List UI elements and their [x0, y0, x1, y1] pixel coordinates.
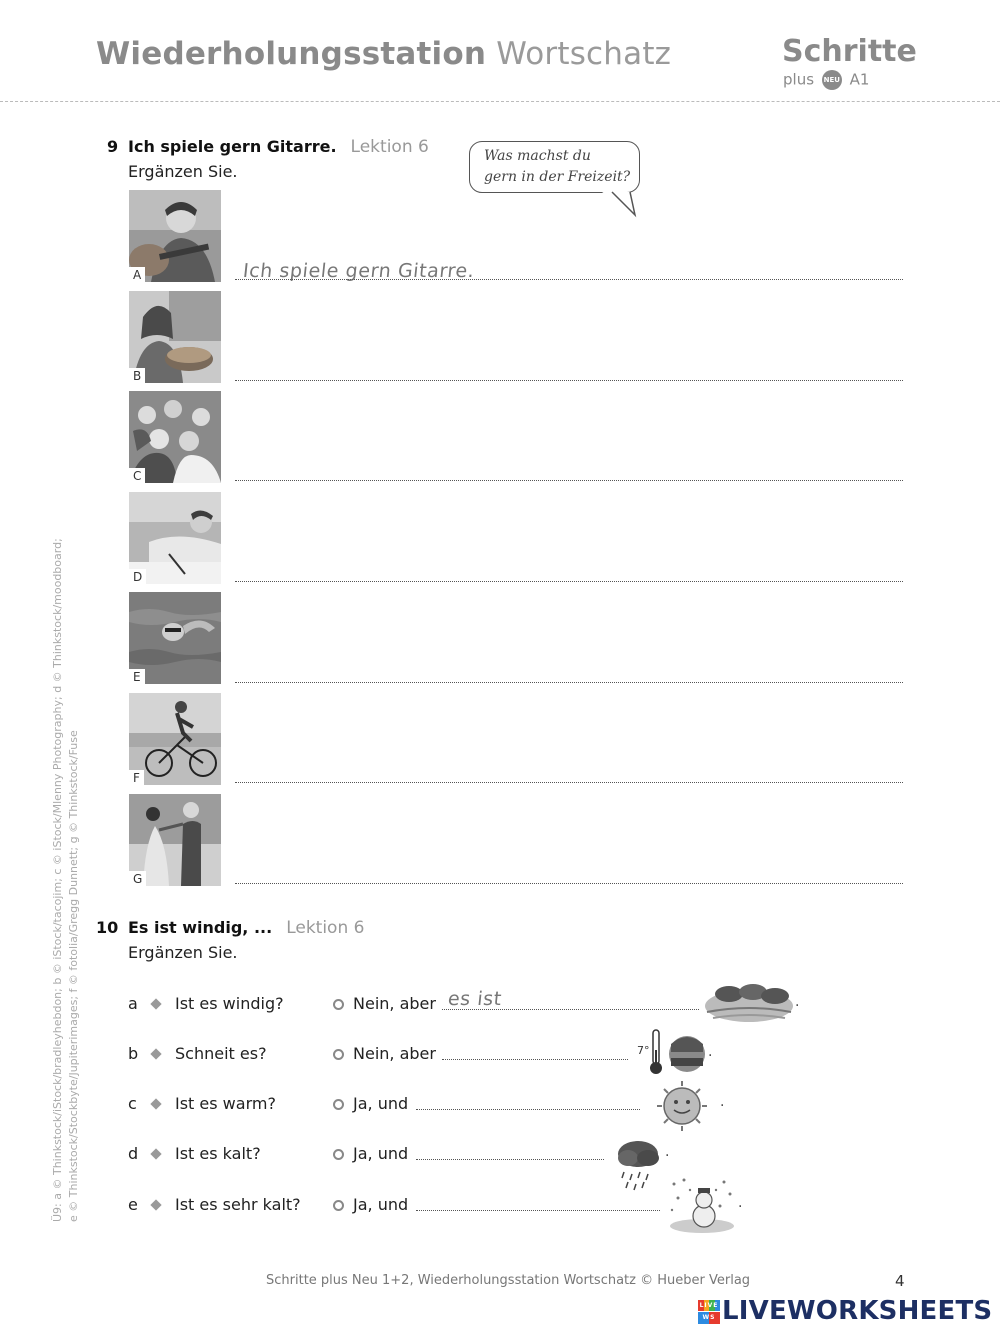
exercise-10-title-text: Es ist windig, ... — [128, 918, 273, 937]
page-number: 4 — [895, 1272, 905, 1290]
row-e-question: Ist es sehr kalt? — [175, 1195, 301, 1214]
row-b-question: Schneit es? — [175, 1044, 267, 1063]
photo-a-label: A — [129, 267, 145, 282]
row-e-letter: e — [128, 1195, 138, 1214]
row-a-period: . — [795, 994, 800, 1010]
photo-credits — [50, 538, 82, 1222]
row-d-period: . — [665, 1144, 670, 1160]
photo-d — [129, 492, 221, 584]
row-a-handwriting: es ist — [446, 988, 504, 1010]
neu-badge: NEU — [822, 70, 842, 90]
answer-marker-icon — [333, 1099, 344, 1110]
question-marker-icon — [150, 998, 161, 1009]
exercise-9-number: 9 — [107, 137, 119, 156]
row-a-reply: Nein, aber — [353, 994, 436, 1013]
row-d-answer-line[interactable] — [416, 1159, 604, 1160]
answer-line-b[interactable] — [235, 380, 903, 381]
brand-plus: plus — [783, 70, 815, 89]
photo-credits-line-1: Ü9: a © Thinkstock/iStock/bradleyhebdon; b © iStock/tacojim; c © iStock/Mlenny Photography; d © Thinkstock/moodboard; — [51, 538, 64, 1222]
photo-e-label: E — [129, 669, 145, 684]
row-d-letter: d — [128, 1144, 139, 1163]
logo-tile-bottom: WS — [702, 1314, 716, 1321]
exercise-10-instruction: Ergänzen Sie. — [128, 943, 238, 962]
answer-line-f[interactable] — [235, 782, 903, 783]
photo-e — [129, 592, 221, 684]
row-b-answer-line[interactable] — [442, 1059, 628, 1060]
rain-cloud-icon — [614, 1136, 664, 1194]
exercise-10-title — [128, 918, 364, 938]
page-title-bold: Wiederholungsstation — [96, 36, 487, 72]
row-b-period: . — [708, 1044, 713, 1060]
page-title — [96, 36, 671, 72]
question-marker-icon — [150, 1199, 161, 1210]
footer-text: Schritte plus Neu 1+2, Wiederholungsstation Wortschatz © Hueber Verlag — [266, 1273, 751, 1288]
page-title-light: Wortschatz — [496, 36, 672, 72]
row-b-letter: b — [128, 1044, 139, 1063]
brand-level: A1 — [849, 70, 870, 89]
photo-a — [129, 190, 221, 282]
answer-marker-icon — [333, 1049, 344, 1060]
photo-c — [129, 391, 221, 483]
row-a-question: Ist es windig? — [175, 994, 284, 1013]
answer-line-c[interactable] — [235, 480, 903, 481]
cold-thermometer-icon — [645, 1028, 707, 1076]
photo-f-label: F — [129, 770, 144, 785]
speech-bubble — [469, 141, 640, 193]
brand-name: Schritte — [782, 34, 917, 69]
question-marker-icon — [150, 1148, 161, 1159]
row-c-period: . — [720, 1094, 725, 1110]
row-e-reply: Ja, und — [353, 1195, 409, 1214]
logo-tile-top: LIVE — [699, 1302, 719, 1309]
row-c-reply: Ja, und — [353, 1094, 409, 1113]
row-b-reply: Nein, aber — [353, 1044, 436, 1063]
answer-line-a[interactable] — [235, 279, 903, 280]
row-c-answer-line[interactable] — [416, 1109, 640, 1110]
photo-credits-line-2: e © Thinkstock/Stockbyte/Jupiterimages; f © fotolia/Gregg Dunnett; g © Thinkstock/Fuse — [67, 730, 80, 1222]
snowman-icon — [668, 1176, 736, 1234]
cloudy-weather-icon — [703, 976, 795, 1026]
question-marker-icon — [150, 1048, 161, 1059]
answer-marker-icon — [333, 1200, 344, 1211]
photo-b — [129, 291, 221, 383]
brand-subtitle — [783, 70, 869, 90]
answer-a-handwriting: Ich spiele gern Gitarre. — [241, 260, 476, 282]
answer-marker-icon — [333, 1149, 344, 1160]
photo-c-label: C — [129, 468, 145, 483]
row-a-letter: a — [128, 994, 138, 1013]
speech-bubble-tail-icon — [600, 191, 640, 219]
answer-line-e[interactable] — [235, 682, 903, 683]
row-b-temperature: 7° — [637, 1044, 650, 1057]
exercise-9-title-text: Ich spiele gern Gitarre. — [128, 137, 337, 156]
answer-line-g[interactable] — [235, 883, 903, 884]
speech-bubble-line-2: gern in der Freizeit? — [484, 169, 631, 185]
photo-d-label: D — [129, 569, 146, 584]
row-e-period: . — [738, 1195, 743, 1211]
row-a-answer-line[interactable] — [442, 1009, 699, 1010]
sun-icon — [650, 1080, 718, 1136]
liveworksheets-logo-icon — [698, 1300, 720, 1324]
photo-f — [129, 693, 221, 785]
row-c-question: Ist es warm? — [175, 1094, 276, 1113]
liveworksheets-watermark[interactable]: LIVEWORKSHEETS — [722, 1296, 993, 1326]
exercise-10-number: 10 — [96, 918, 119, 937]
question-marker-icon — [150, 1098, 161, 1109]
exercise-9-title — [128, 137, 429, 157]
photo-g — [129, 794, 221, 886]
speech-bubble-line-1: Was machst du — [484, 148, 591, 164]
row-e-answer-line[interactable] — [416, 1210, 660, 1211]
photo-b-label: B — [129, 368, 145, 383]
row-d-reply: Ja, und — [353, 1144, 409, 1163]
exercise-10-lektion: Lektion 6 — [286, 918, 365, 938]
answer-marker-icon — [333, 999, 344, 1010]
row-d-question: Ist es kalt? — [175, 1144, 261, 1163]
exercise-9-lektion: Lektion 6 — [350, 137, 429, 157]
answer-line-d[interactable] — [235, 581, 903, 582]
photo-g-label: G — [129, 871, 146, 886]
header-divider — [0, 101, 1000, 102]
row-c-letter: c — [128, 1094, 137, 1113]
exercise-9-instruction: Ergänzen Sie. — [128, 162, 238, 181]
